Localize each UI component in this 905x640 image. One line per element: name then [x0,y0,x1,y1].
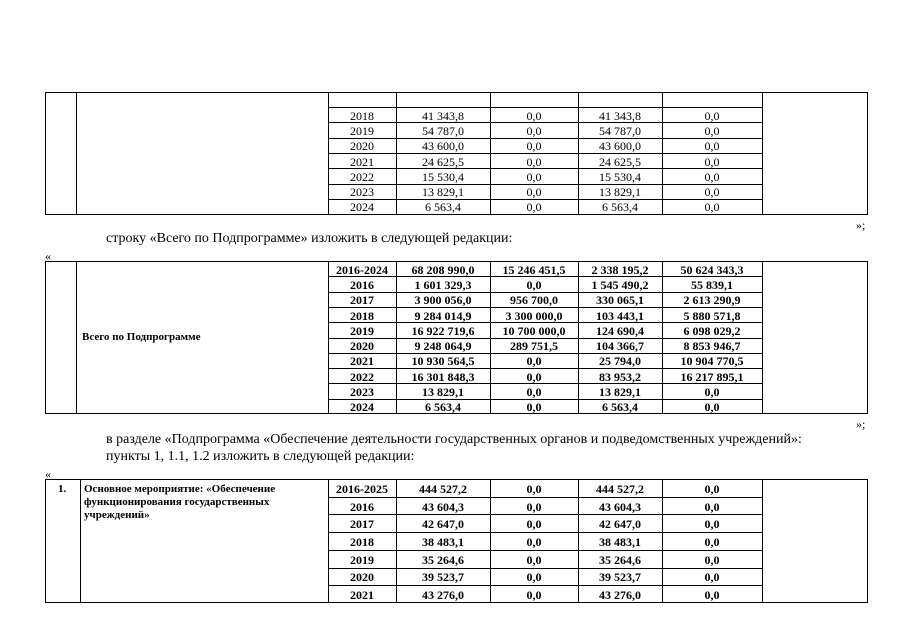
table1-divider [762,92,763,215]
table-cell-regional: 6 563,4 [602,200,638,215]
table-cell-other: 10 904 770,5 [680,354,744,369]
table-cell-other: 0,0 [704,588,720,603]
table-cell-other: 0,0 [704,400,720,415]
table-cell-other: 0,0 [704,108,720,123]
table-cell-other: 0,0 [704,185,720,200]
table-row-line [328,550,762,551]
table-cell-total: 13 829,1 [422,185,464,200]
quote-close: »; [856,417,866,431]
table-cell-regional: 35 264,6 [599,552,641,567]
table-cell-total: 35 264,6 [422,552,464,567]
table-cell-federal: 0,0 [526,499,542,514]
table3-divider [762,479,763,603]
table-cell-regional: 39 523,7 [599,570,641,585]
table2-row-label: Всего по Подпрограмме [82,331,201,343]
table-cell-other: 0,0 [704,481,720,496]
table-cell-year: 2019 [350,323,374,338]
table-cell-other: 0,0 [704,499,720,514]
table3-row-label: Основное мероприятие: «Обеспечение функционирования государственных учреждений» [84,483,276,521]
table-cell-federal: 0,0 [526,277,542,292]
table-cell-total: 43 604,3 [422,499,464,514]
table-cell-total: 13 829,1 [422,385,464,400]
table-cell-regional: 330 065,1 [596,293,644,308]
table-cell-other: 0,0 [704,123,720,138]
table-cell-regional: 38 483,1 [599,534,641,549]
table-cell-federal: 0,0 [526,481,542,496]
table-cell-year: 2018 [350,534,374,549]
table-cell-total: 16 301 848,3 [411,369,475,384]
table-cell-regional: 54 787,0 [599,123,641,138]
table-cell-federal: 0,0 [526,517,542,532]
table-cell-regional: 25 794,0 [599,354,641,369]
table-cell-total: 9 284 014,9 [414,308,472,323]
table-cell-other: 0,0 [704,169,720,184]
table-cell-year: 2016-2024 [336,262,388,277]
table-cell-total: 43 276,0 [422,588,464,603]
table-cell-other: 0,0 [704,139,720,154]
table-cell-federal: 3 300 000,0 [505,308,563,323]
table-cell-other: 16 217 895,1 [680,369,744,384]
table-cell-other: 0,0 [704,534,720,549]
table-cell-regional: 2 338 195,2 [591,262,649,277]
table-cell-regional: 13 829,1 [599,185,641,200]
table-cell-regional: 42 647,0 [599,517,641,532]
table-cell-total: 10 930 564,5 [411,354,475,369]
table-cell-total: 1 601 329,3 [414,277,472,292]
table-cell-year: 2021 [350,588,374,603]
table-cell-regional: 13 829,1 [599,385,641,400]
table-cell-regional: 444 527,2 [596,481,644,496]
table-cell-year: 2022 [350,369,374,384]
paragraph-section: в разделе «Подпрограмма «Обеспечение деятельности государственных органов и подведомственных учреждений»: [106,432,802,447]
table-row-line [328,532,762,533]
table-cell-year: 2018 [350,108,374,123]
table-cell-regional: 41 343,8 [599,108,641,123]
table2-divider [76,261,77,414]
table-cell-regional: 15 530,4 [599,169,641,184]
table-row-line [328,497,762,498]
table-cell-other: 0,0 [704,570,720,585]
quote-open: « [45,467,51,481]
table-cell-year: 2023 [350,385,374,400]
quote-open: « [45,249,51,263]
table-cell-other: 50 624 343,3 [680,262,744,277]
table-cell-total: 16 922 719,6 [411,323,475,338]
table-cell-total: 444 527,2 [419,481,467,496]
table-cell-other: 0,0 [704,385,720,400]
table-cell-total: 43 600,0 [422,139,464,154]
table-cell-federal: 0,0 [526,108,542,123]
table-cell-year: 2020 [350,339,374,354]
table-cell-regional: 43 276,0 [599,588,641,603]
table-cell-other: 6 098 029,2 [683,323,741,338]
table-cell-year: 2021 [350,154,374,169]
table-cell-regional: 24 625,5 [599,154,641,169]
table3-item-number: 1. [58,483,67,495]
table-cell-federal: 10 700 000,0 [502,323,566,338]
table-cell-year: 2019 [350,552,374,567]
table-cell-federal: 0,0 [526,139,542,154]
table-cell-year: 2019 [350,123,374,138]
table-cell-total: 3 900 056,0 [414,293,472,308]
table-row-line [328,107,762,108]
table-cell-year: 2023 [350,185,374,200]
table-cell-total: 9 248 064,9 [414,339,472,354]
table-cell-year: 2017 [350,517,374,532]
table-cell-federal: 0,0 [526,400,542,415]
table-cell-year: 2021 [350,354,374,369]
table-cell-federal: 0,0 [526,185,542,200]
table-cell-total: 42 647,0 [422,517,464,532]
table-row-line [328,568,762,569]
table-cell-regional: 43 600,0 [599,139,641,154]
table-row-line [328,585,762,586]
table-cell-federal: 0,0 [526,169,542,184]
table-cell-federal: 0,0 [526,369,542,384]
table-cell-regional: 83 953,2 [599,369,641,384]
paragraph-items: пункты 1, 1.1, 1.2 изложить в следующей редакции: [106,449,415,464]
table3-divider [80,479,81,603]
table-cell-regional: 124 690,4 [596,323,644,338]
table-cell-total: 54 787,0 [422,123,464,138]
table-cell-other: 0,0 [704,552,720,567]
table-cell-total: 39 523,7 [422,570,464,585]
table-cell-year: 2024 [350,200,374,215]
table-cell-other: 0,0 [704,517,720,532]
table-cell-year: 2017 [350,293,374,308]
paragraph-total-line: строку «Всего по Подпрограмме» изложить в следующей редакции: [106,231,513,246]
table-cell-regional: 104 366,7 [596,339,644,354]
table-cell-total: 38 483,1 [422,534,464,549]
table-cell-federal: 0,0 [526,123,542,138]
table-cell-year: 2016 [350,277,374,292]
table-cell-year: 2024 [350,400,374,415]
table-cell-federal: 956 700,0 [510,293,558,308]
table-cell-year: 2020 [350,570,374,585]
table-cell-total: 24 625,5 [422,154,464,169]
table-cell-total: 6 563,4 [425,200,461,215]
table-cell-year: 2020 [350,139,374,154]
table-cell-other: 55 839,1 [691,277,733,292]
table-cell-federal: 0,0 [526,385,542,400]
table-cell-federal: 289 751,5 [510,339,558,354]
quote-close: »; [856,218,866,232]
table-cell-other: 8 853 946,7 [683,339,741,354]
table-cell-total: 15 530,4 [422,169,464,184]
table-cell-regional: 1 545 490,2 [591,277,649,292]
table-cell-total: 68 208 990,0 [411,262,475,277]
table-cell-federal: 0,0 [526,534,542,549]
table-cell-federal: 0,0 [526,552,542,567]
table-cell-federal: 0,0 [526,200,542,215]
table-cell-federal: 15 246 451,5 [502,262,566,277]
table-cell-year: 2016 [350,499,374,514]
table-cell-total: 41 343,8 [422,108,464,123]
table-cell-other: 2 613 290,9 [683,293,741,308]
table-cell-federal: 0,0 [526,354,542,369]
table1-divider [76,92,77,215]
table2-divider [762,261,763,414]
table-cell-regional: 43 604,3 [599,499,641,514]
table-cell-total: 6 563,4 [425,400,461,415]
table-cell-other: 5 880 571,8 [683,308,741,323]
table-cell-year: 2016-2025 [336,481,388,496]
table-row-line [328,514,762,515]
table-cell-year: 2018 [350,308,374,323]
table-cell-federal: 0,0 [526,588,542,603]
table-cell-regional: 6 563,4 [602,400,638,415]
table-cell-regional: 103 443,1 [596,308,644,323]
table-cell-other: 0,0 [704,200,720,215]
table-cell-federal: 0,0 [526,570,542,585]
table-cell-other: 0,0 [704,154,720,169]
table-cell-year: 2022 [350,169,374,184]
table-cell-federal: 0,0 [526,154,542,169]
